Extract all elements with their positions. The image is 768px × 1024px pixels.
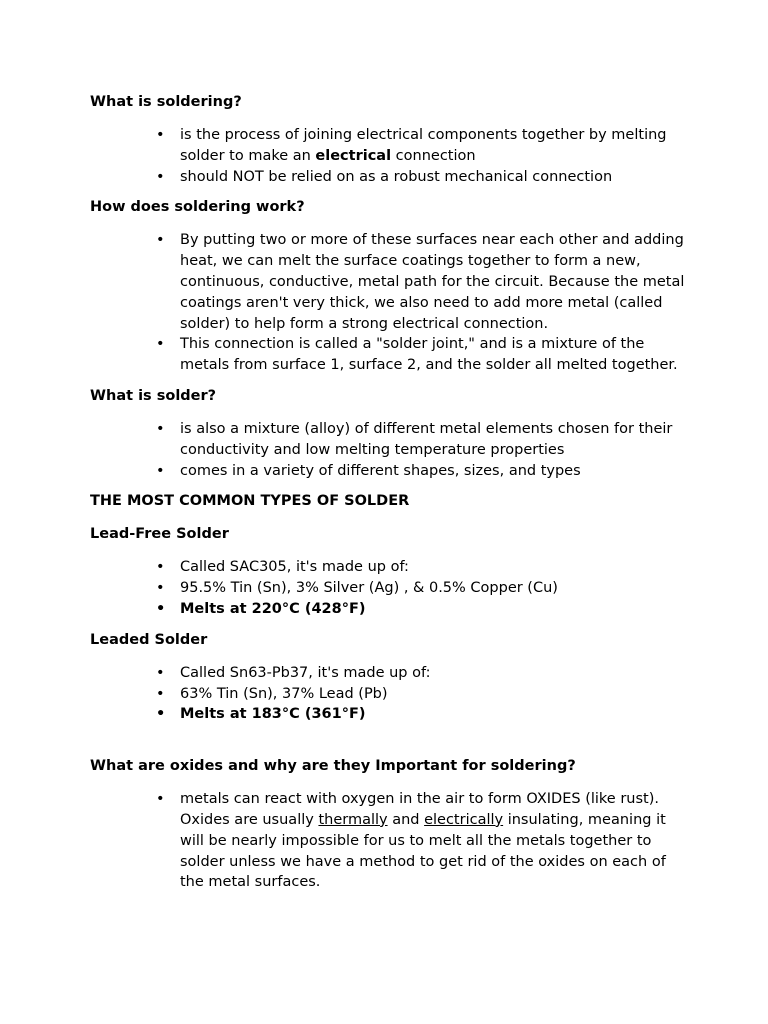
spacer	[90, 735, 708, 756]
heading-what-is-soldering: What is soldering?	[90, 94, 242, 110]
list-item: • Called Sn63-Pb37, it's made up of:	[180, 663, 690, 684]
list-item: • Melts at 220°C (428°F)	[180, 599, 690, 620]
list-item: • 95.5% Tin (Sn), 3% Silver (Ag) , & 0.5% Copper (Cu)	[180, 578, 690, 599]
heading-lead-free-solder: Lead-Free Solder	[90, 526, 229, 543]
heading-leaded-solder: Leaded Solder	[90, 631, 208, 648]
list-item: • should NOT be relied on as a robust mechanical connection	[180, 167, 690, 188]
list-item	[180, 789, 690, 893]
list-item: • This connection is called a "solder joint," and is a mixture of the metals from surface 1, surface 2, and the solder all melted together.	[180, 334, 690, 376]
list-item: • Melts at 183°C (361°F)	[180, 704, 690, 725]
underlined-text: thermally	[318, 811, 388, 828]
underlined-text: electrically	[424, 811, 504, 828]
heading-how-does-soldering-work: How does soldering work?	[90, 199, 305, 216]
list-item: • By putting two or more of these surfaces near each other and adding heat, we can melt the surface coatings together to form a new, continuous, conductive, metal path for the circuit. Because the metal coatings aren't very thick, we also need to add more metal (called solder) to help form a strong electrical connection.	[180, 230, 690, 334]
heading-oxides: What are oxides and why are they Important for soldering?	[90, 758, 576, 775]
list-how-does-soldering-work	[90, 230, 690, 376]
heading-what-is-solder: What is solder?	[90, 387, 217, 404]
list-item: • comes in a variety of different shapes, sizes, and types	[180, 461, 690, 482]
list-item: • 63% Tin (Sn), 37% Lead (Pb)	[180, 684, 690, 705]
list-what-is-solder	[90, 419, 690, 481]
text-segment: metals can react with oxygen in the air to form OXIDES (like rust). Oxides are usually	[180, 791, 659, 828]
text-segment: is the process of joining electrical components together by melting solder to make an	[180, 127, 667, 164]
text-segment: and	[387, 811, 425, 828]
bold-text: electrical	[315, 147, 392, 164]
list-leaded-solder	[90, 663, 690, 725]
list-oxides	[90, 789, 690, 893]
list-what-is-soldering	[90, 125, 690, 187]
text-segment: insulating, meaning it will be nearly impossible for us to melt all the metals together to solder unless we have a method to get rid of the oxides on each of the metal surfaces.	[180, 811, 666, 891]
list-item: • is also a mixture (alloy) of different metal elements chosen for their conductivity and low melting temperature properties	[180, 419, 690, 461]
list-item: • Called SAC305, it's made up of:	[180, 557, 690, 578]
list-lead-free-solder	[90, 557, 690, 619]
heading-common-types: THE MOST COMMON TYPES OF SOLDER	[90, 493, 410, 510]
list-item	[180, 125, 690, 167]
text-segment: connection	[391, 147, 476, 164]
